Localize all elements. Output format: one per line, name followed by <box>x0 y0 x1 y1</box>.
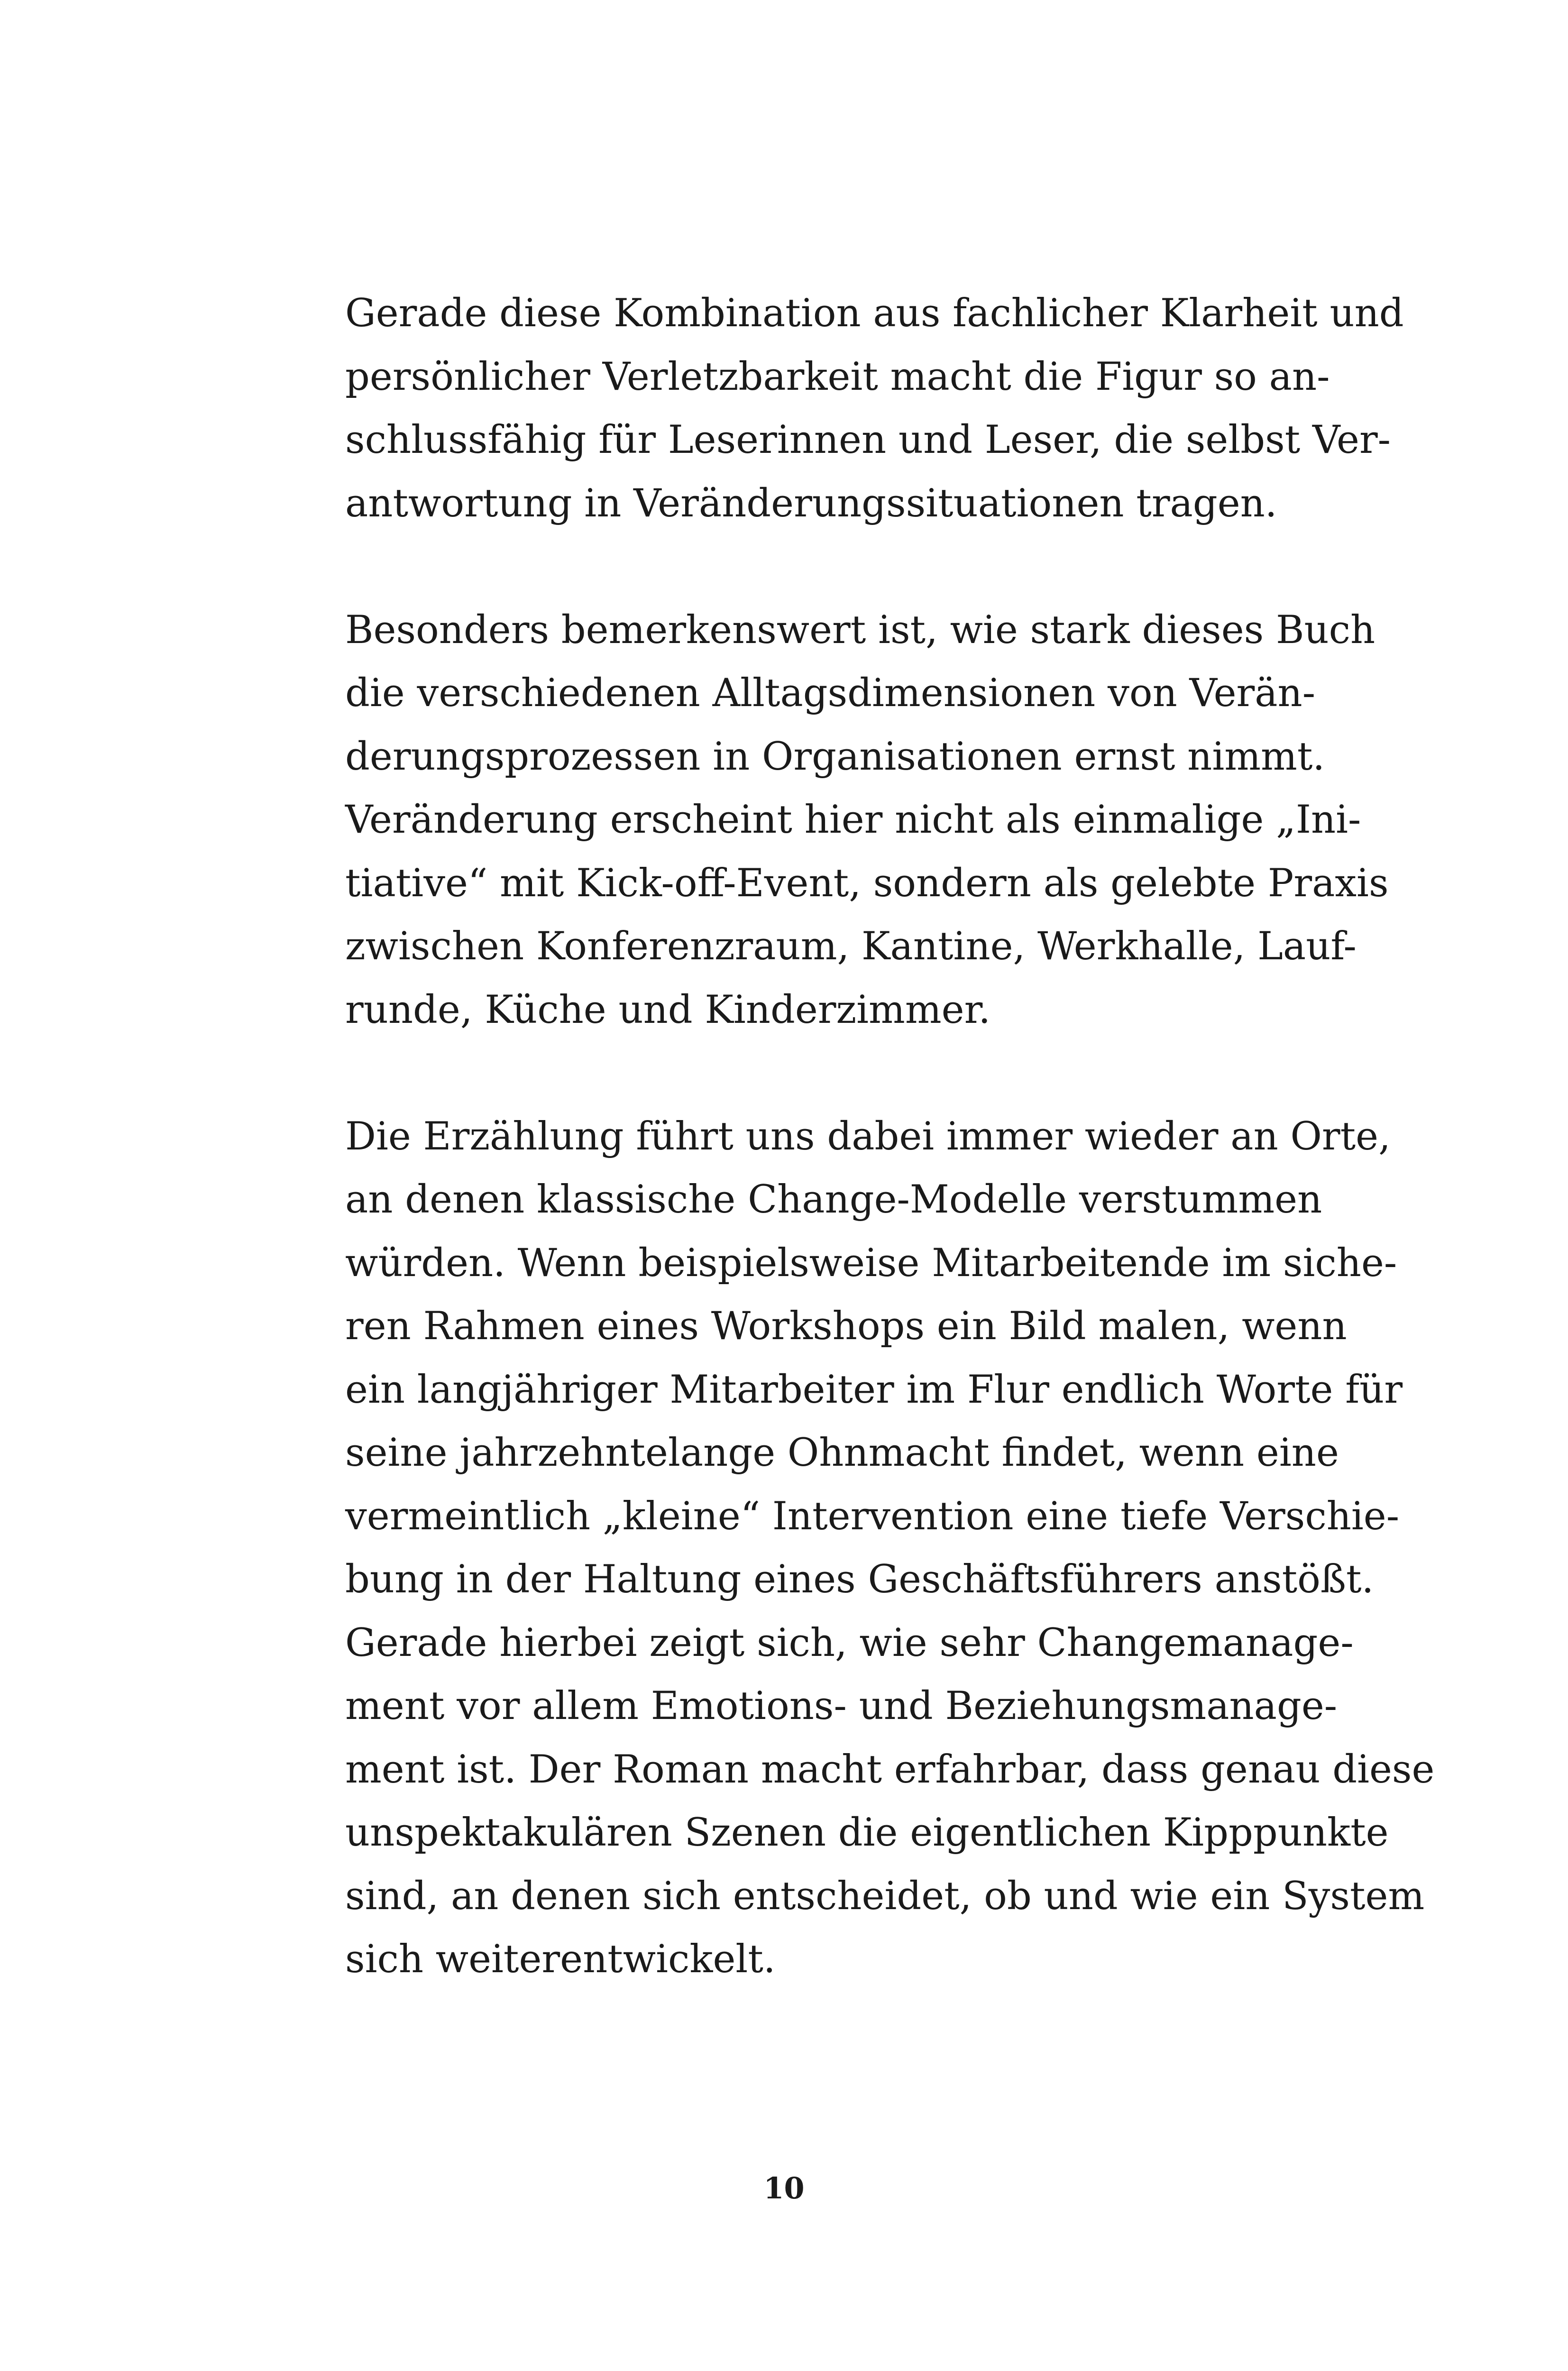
text-line: runde, Küche und Kinderzimmer. <box>345 987 991 1032</box>
text-line: sich weiterentwickelt. <box>345 1937 776 1982</box>
paragraph-2 <box>345 599 1389 1042</box>
text-line: ren Rahmen eines Workshops ein Bild malen, wenn <box>345 1304 1347 1349</box>
text-line: seine jahrzehntelange Ohnmacht findet, wenn eine <box>345 1431 1339 1475</box>
text-line: unspektakulären Szenen die eigentlichen Kipppunkte <box>345 1810 1389 1855</box>
text-line: antwortung in Veränderungssituationen tragen. <box>345 481 1277 526</box>
text-line: würden. Wenn beispielsweise Mitarbeitende im siche- <box>345 1241 1397 1286</box>
paragraph-3 <box>345 1105 1435 1992</box>
body-text <box>345 282 1435 1992</box>
text-line: tiative“ mit Kick-off-Event, sondern als gelebte Praxis <box>345 861 1389 906</box>
text-line: die verschiedenen Alltagsdimensionen von Verän- <box>345 671 1316 716</box>
text-line: an denen klassische Change-Modelle verstummen <box>345 1177 1322 1222</box>
text-line: Veränderung erscheint hier nicht als einmalige „Ini- <box>345 798 1361 842</box>
text-line: zwischen Konferenzraum, Kantine, Werkhalle, Lauf- <box>345 924 1357 969</box>
text-line: Besonders bemerkenswert ist, wie stark dieses Buch <box>345 607 1375 652</box>
text-line: derungsprozessen in Organisationen ernst nimmt. <box>345 734 1325 779</box>
text-line: vermeintlich „kleine“ Intervention eine tiefe Verschie- <box>345 1494 1400 1539</box>
text-line: Gerade hierbei zeigt sich, wie sehr Changemanage- <box>345 1620 1354 1665</box>
page-number: 10 <box>763 2171 805 2206</box>
text-line: persönlicher Verletzbarkeit macht die Figur so an- <box>345 354 1330 399</box>
text-line: schlussfähig für Leserinnen und Leser, die selbst Ver- <box>345 418 1391 462</box>
text-line: bung in der Haltung eines Geschäftsführers anstößt. <box>345 1557 1374 1602</box>
text-line: ment vor allem Emotions- und Beziehungsmanage- <box>345 1684 1338 1728</box>
text-line: sind, an denen sich entscheidet, ob und wie ein System <box>345 1874 1425 1919</box>
text-line: ment ist. Der Roman macht erfahrbar, dass genau diese <box>345 1747 1435 1792</box>
paragraph-1 <box>345 282 1404 535</box>
text-line: Gerade diese Kombination aus fachlicher Klarheit und <box>345 291 1404 336</box>
paragraph-spacer <box>345 1042 1301 1105</box>
text-line: Die Erzählung führt uns dabei immer wieder an Orte, <box>345 1114 1391 1159</box>
text-line: ein langjähriger Mitarbeiter im Flur endlich Worte für <box>345 1367 1403 1412</box>
paragraph-spacer <box>345 535 1301 599</box>
